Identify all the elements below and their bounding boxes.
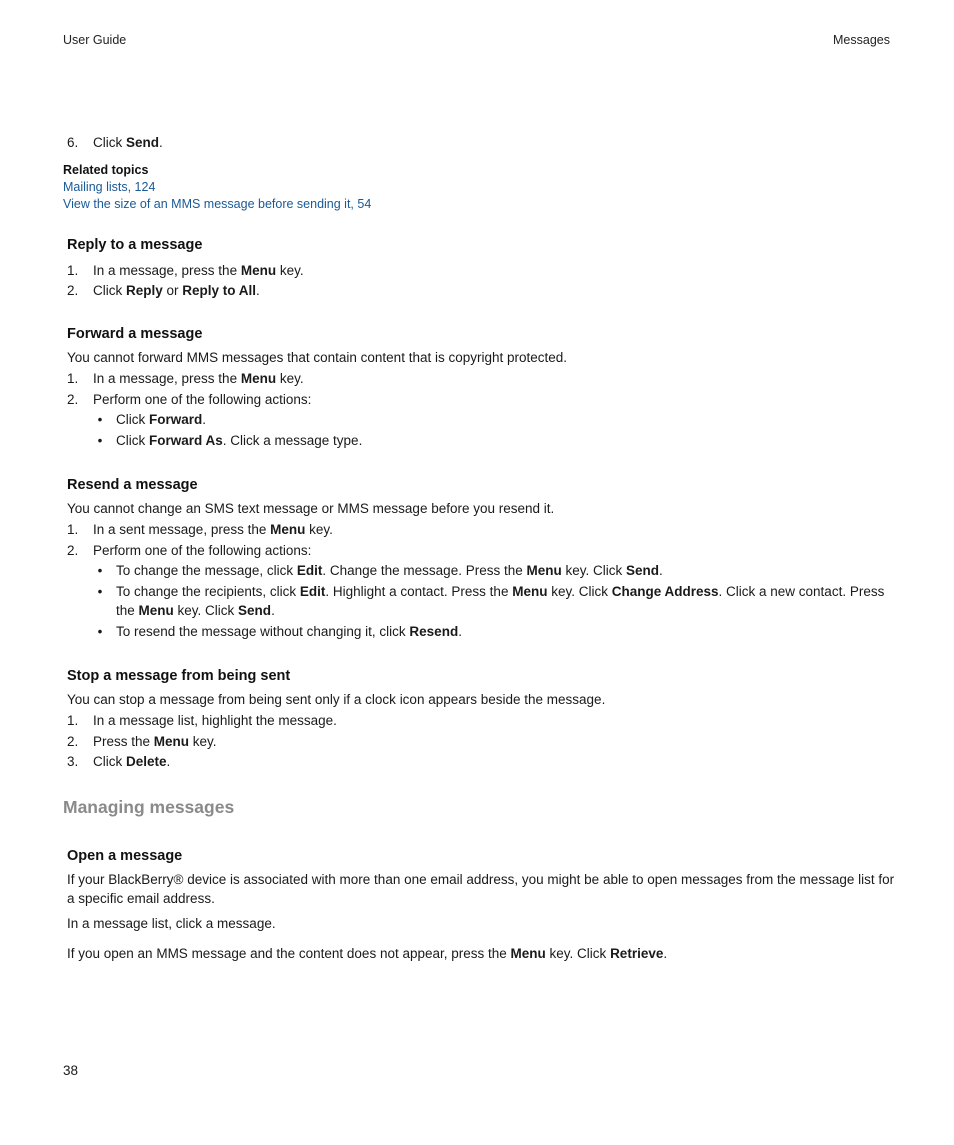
page-number: 38	[63, 1063, 79, 1078]
running-header-right: Messages	[833, 33, 890, 47]
resend-step-1: 1. In a sent message, press the Menu key.	[67, 522, 333, 537]
forward-intro: You cannot forward MMS messages that contain content that is copyright protected.	[67, 350, 568, 365]
step-number: 2.	[67, 392, 79, 407]
section-title-stop: Stop a message from being sent	[67, 668, 291, 684]
stop-intro: You can stop a message from being sent only if a clock icon appears beside the message.	[67, 692, 606, 707]
ui-term: Forward As	[149, 433, 223, 448]
step-number: 1.	[67, 371, 79, 386]
step-number: 6.	[67, 135, 79, 150]
ui-term: Menu	[240, 263, 277, 278]
ui-term: Resend	[409, 624, 459, 639]
forward-bullet-1: • Click Forward.	[93, 412, 206, 427]
resend-intro: You cannot change an SMS text message or MMS message before you resend it.	[67, 501, 555, 516]
resend-bullet-3: • To resend the message without changing it, click Resend.	[93, 624, 462, 639]
open-paragraph-2: In a message list, click a message.	[67, 916, 276, 931]
ui-term: Menu	[526, 563, 562, 578]
resend-bullet-1: • To change the message, click Edit. Change the message. Press the Menu key. Click Send.	[93, 563, 663, 578]
ui-term: Menu	[510, 946, 546, 961]
ui-term: Reply	[126, 283, 163, 298]
ui-term: Menu	[153, 734, 190, 749]
step-number: 2.	[67, 283, 79, 298]
stop-step-3: 3. Click Delete.	[67, 754, 171, 769]
reply-step-2: 2. Click Reply or Reply to All.	[67, 283, 260, 298]
ui-term: Send	[126, 135, 160, 150]
open-paragraph-1-line-2: a specific email address.	[67, 891, 215, 906]
bullet-icon: •	[97, 412, 103, 427]
resend-bullet-2: • To change the recipients, click Edit. Highlight a contact. Press the Menu key. Click Change Address. Click a new contact. Press	[93, 584, 884, 599]
ui-term: Menu	[512, 584, 548, 599]
bullet-icon: •	[97, 624, 103, 639]
section-title-reply: Reply to a message	[67, 237, 203, 253]
ui-term: Forward	[149, 412, 203, 427]
resend-step-2: 2. Perform one of the following actions:	[67, 543, 312, 558]
bullet-icon: •	[97, 433, 103, 448]
step-number: 2.	[67, 543, 79, 558]
ui-term: Reply to All	[182, 283, 257, 298]
ui-term: Send	[238, 603, 272, 618]
ui-term: Change Address	[611, 584, 719, 599]
step-number: 2.	[67, 734, 79, 749]
ui-term: Edit	[296, 563, 323, 578]
ui-term: Menu	[138, 603, 174, 618]
related-link-mms-size[interactable]: View the size of an MMS message before sending it, 54	[63, 197, 372, 211]
step-number: 1.	[67, 522, 79, 537]
section-title-forward: Forward a message	[67, 326, 203, 342]
ui-term: Send	[626, 563, 660, 578]
ui-term: Menu	[240, 371, 277, 386]
stop-step-2: 2. Press the Menu key.	[67, 734, 217, 749]
forward-step-1: 1. In a message, press the Menu key.	[67, 371, 304, 386]
section-title-resend: Resend a message	[67, 477, 198, 493]
step-number: 1.	[67, 263, 79, 278]
stop-step-1: 1. In a message list, highlight the message.	[67, 713, 337, 728]
step-number: 1.	[67, 713, 79, 728]
running-header-left: User Guide	[63, 33, 127, 47]
related-topics-label: Related topics	[63, 163, 149, 177]
bullet-icon: •	[97, 584, 103, 599]
step-6: 6. Click Send.	[67, 135, 163, 150]
open-paragraph-3: If you open an MMS message and the content does not appear, press the Menu key. Click Retrieve.	[67, 946, 668, 961]
section-title-open: Open a message	[67, 848, 183, 864]
open-paragraph-1-line-1: If your BlackBerry® device is associated with more than one email address, you might be able to open messages from the message list for	[67, 872, 895, 887]
bullet-icon: •	[97, 563, 103, 578]
related-link-mailing-lists[interactable]: Mailing lists, 124	[63, 180, 156, 194]
forward-bullet-2: • Click Forward As. Click a message type.	[93, 433, 362, 448]
resend-bullet-2-continued: the Menu key. Click Send.	[116, 603, 275, 618]
reply-step-1: 1. In a message, press the Menu key.	[67, 263, 304, 278]
ui-term: Delete	[126, 754, 167, 769]
section-heading-managing: Managing messages	[63, 797, 235, 817]
step-number: 3.	[67, 754, 79, 769]
ui-term: Menu	[270, 522, 306, 537]
forward-step-2: 2. Perform one of the following actions:	[67, 392, 312, 407]
ui-term: Edit	[299, 584, 326, 599]
ui-term: Retrieve	[610, 946, 664, 961]
